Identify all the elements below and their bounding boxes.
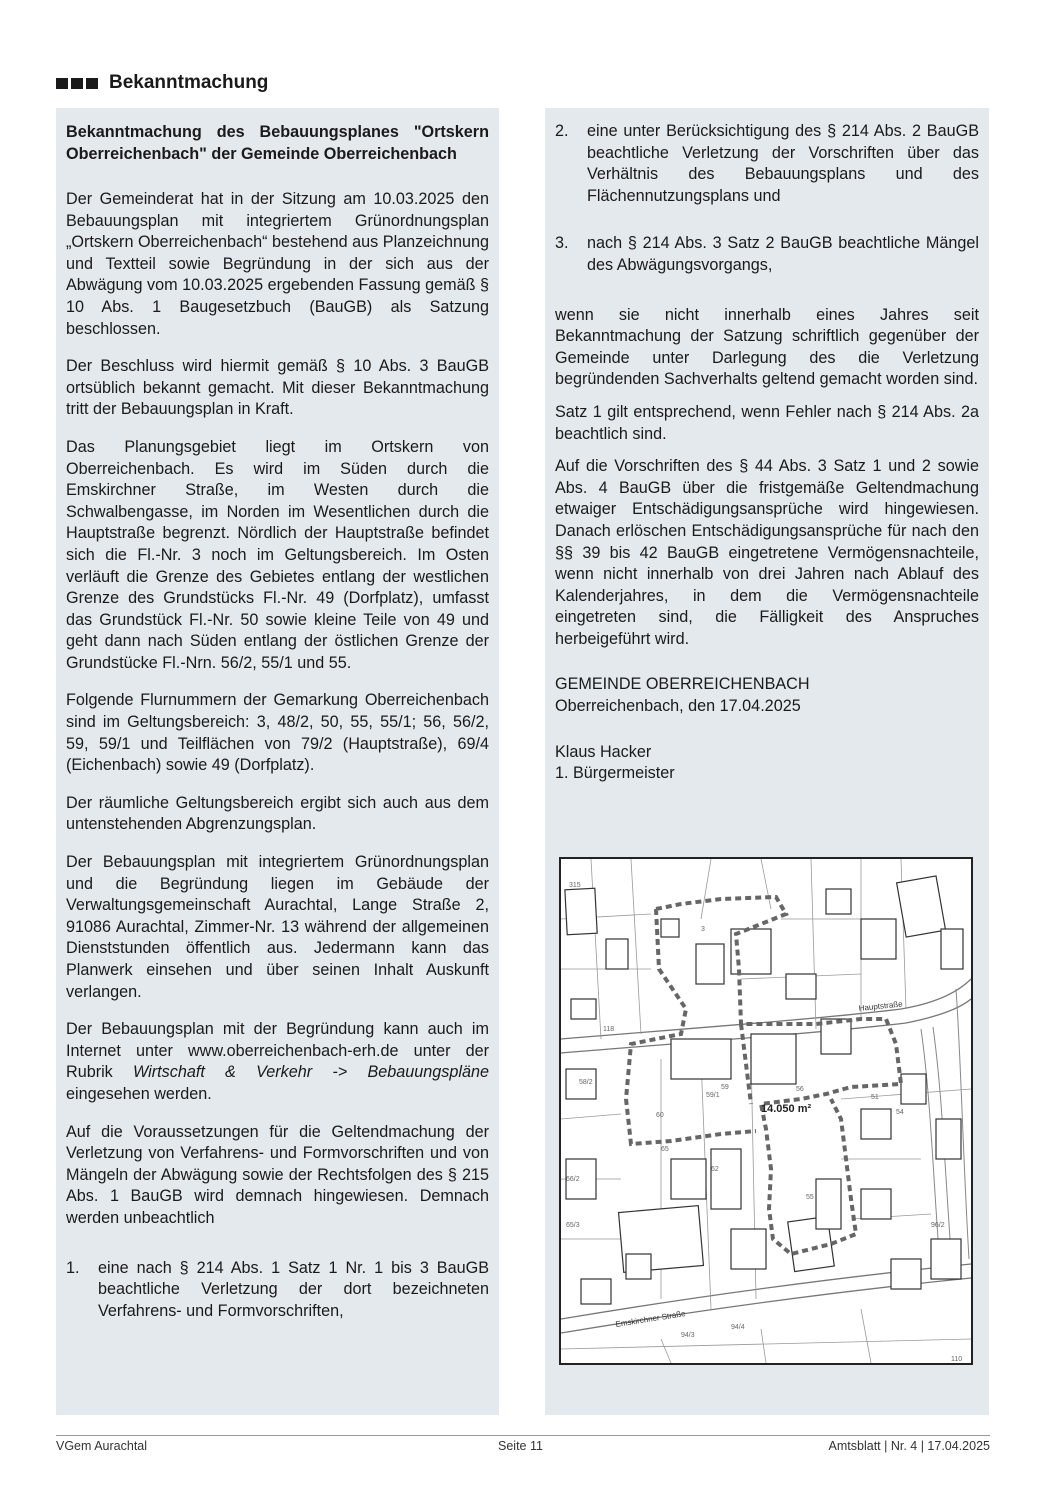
signer-role: 1. Bürgermeister (555, 764, 675, 783)
paragraph-scope: Der räumliche Geltungsbereich ergibt sich auch aus dem untenstehenden Abgrenzungsplan. (66, 793, 489, 834)
paragraph-requirements: Auf die Voraussetzungen für die Geltendmachung der Verletzung von Verfahrens- und Formvorschriften und von Mängeln der Abwägung sowie der Rechtsfolgen des § 215 Abs. 1 BauGB wird demnach hingewiesen. Demnach werden unbeachtlich (66, 1122, 489, 1227)
place-date: Oberreichenbach, den 17.04.2025 (555, 697, 801, 716)
list-item-text: eine nach § 214 Abs. 1 Satz 1 Nr. 1 bis 3 BauGB beachtliche Verletzung der dort bezeichneten Verfahrens- und Formvorschriften, (98, 1258, 489, 1320)
boundary-map (559, 857, 973, 1365)
internet-text-b: eingesehen werden. (66, 1084, 212, 1103)
paragraph-compensation: Auf die Vorschriften des § 44 Abs. 3 Satz 1 und 2 sowie Abs. 4 BauGB über die fristgemäße Geltendmachung etwaiger Entschädigungsansprüche wird hingewiesen. Danach erlöschen Entschädigungsansprüche für nach den §§ 39 bis 42 BauGB eingetretene Vermögensnachteile, wenn nicht innerhalb von drei Jahren nach Ablauf des Kalenderjahres, in dem die Vermögensnachteile eingetreten sind, die Fälligkeit des Anspruches herbeigeführt wird. (555, 457, 979, 648)
map-parcel-label: 110 (951, 1356, 963, 1363)
map-parcel-label: 66/2 (566, 1176, 580, 1183)
paragraph-publication: Der Beschluss wird hiermit gemäß § 10 Abs. 3 BauGB ortsüblich bekannt gemacht. Mit dieser Bekanntmachung tritt der Bebauungsplan in Kraft. (66, 357, 489, 419)
list-item-text: nach § 214 Abs. 3 Satz 2 BauGB beachtliche Mängel des Abwägungsvorgangs, (587, 234, 979, 274)
map-parcel-label: 96/2 (931, 1222, 945, 1229)
header-squares-icon (56, 78, 101, 89)
internet-text-a: Der Bebauungsplan mit der Begründung kann auch im Internet unter www.oberreichenbach-erh.de unter der Rubrik (66, 1020, 489, 1082)
map-parcel-label: 55 (806, 1194, 814, 1201)
announcement-title: Bekanntmachung des Bebauungsplanes "Ortskern Oberreichenbach" der Gemeinde Oberreichenbach (66, 123, 489, 163)
list-item-number: 2. (555, 122, 569, 140)
list-item (555, 121, 979, 207)
list-item-number: 1. (66, 1258, 80, 1277)
left-column (56, 108, 499, 1415)
section-title: Bekanntmachung (109, 72, 269, 93)
paragraph-sentence-one: Satz 1 gilt entsprechend, wenn Fehler nach § 214 Abs. 2a beachtlich sind. (555, 402, 979, 443)
footer-issue: Amtsblatt | Nr. 4 | 17.04.2025 (828, 1439, 990, 1453)
map-parcel-label: 62 (711, 1166, 719, 1173)
paragraph-internet (66, 1019, 489, 1105)
map-parcel-label: 65/3 (566, 1222, 580, 1229)
map-area-label: 14.050 m² (761, 1103, 812, 1115)
paragraph-parcels: Folgende Flurnummern der Gemarkung Oberreichenbach sind im Geltungsbereich: 3, 48/2, 50, 55, 55/1; 56, 56/2, 59, 59/1 und Teilflächen von 79/2 (Hauptstraße), 69/4 (Eichenbach) sowie 49 (Dorfplatz). (66, 691, 489, 775)
map-parcel-label: 315 (569, 882, 581, 889)
signer-name: Klaus Hacker (555, 742, 652, 761)
map-parcel-label: 118 (603, 1026, 615, 1033)
list-item-text: eine unter Berücksichtigung des § 214 Abs. 2 BauGB beachtliche Verletzung der Vorschriften über das Verhältnis des Bebauungsplans und des Flächennutzungsplans und (587, 122, 979, 205)
paragraph-inspection: Der Bebauungsplan mit integriertem Grünordnungsplan und die Begründung liegen im Gebäude der Verwaltungsgemeinschaft Aurachtal, Lange Straße 2, 91086 Aurachtal, Zimmer-Nr. 13 während der allgemeinen Dienststunden öffentlich aus. Jedermann kann das Planwerk einsehen und über seinen Inhalt Auskunft verlangen. (66, 853, 489, 1001)
paragraph-deadline: wenn sie nicht innerhalb eines Jahres seit Bekanntmachung der Satzung schriftlich gegenüber der Gemeinde unter Darlegung des die Verletzung begründenden Sachverhalts geltend gemacht worden sind. (555, 305, 979, 389)
list-left (66, 1258, 489, 1323)
signature-block (555, 674, 979, 784)
footer-page-number: Seite 11 (498, 1439, 543, 1453)
boundary-map-drawing (561, 859, 971, 1363)
map-parcel-label: 59 (721, 1084, 729, 1091)
footer-divider (56, 1435, 990, 1436)
list-item (66, 1258, 489, 1323)
map-parcel-label: 94/3 (681, 1332, 695, 1339)
municipality-name: GEMEINDE OBERREICHENBACH (555, 675, 810, 694)
map-parcel-label: 59/1 (706, 1092, 720, 1099)
internet-rubric: Wirtschaft & Verkehr -> Bebauungspläne (133, 1063, 489, 1082)
footer-publisher: VGem Aurachtal (56, 1439, 148, 1453)
map-parcel-label: 60 (656, 1112, 664, 1119)
map-parcel-label: 54 (896, 1109, 904, 1116)
map-street-label: Emskirchner Straße (614, 1309, 687, 1329)
map-parcel-label: 3 (701, 926, 705, 933)
paragraph-resolution: Der Gemeinderat hat in der Sitzung am 10.03.2025 den Bebauungsplan mit integriertem Grünordnungsplan „Ortskern Oberreichenbach“ bestehend aus Planzeichnung und Textteil sowie Begründung in der sich aus der Abwägung vom 10.03.2025 ergebenden Fassung gemäß § 10 Abs. 1 Baugesetzbuch (BauGB) als Satzung beschlossen. (66, 190, 489, 338)
map-parcel-label: 94/4 (731, 1324, 745, 1331)
map-parcel-label: 51 (871, 1094, 879, 1101)
map-parcel-label: 65 (661, 1146, 669, 1153)
map-parcel-label: 58/2 (579, 1079, 593, 1086)
list-right (555, 121, 979, 277)
map-parcel-label: 56 (796, 1086, 804, 1093)
paragraph-planning-area: Das Planungsgebiet liegt im Ortskern von Oberreichenbach. Es wird im Süden durch die Emskirchner Straße, im Westen durch die Schwalbengasse, im Norden im Wesentlichen durch die Hauptstraße begrenzt. Nördlich der Hauptstraße befindet sich die Fl.-Nr. 3 noch im Geltungsbereich. Im Osten verläuft die Grenze des Gebietes entlang der westlichen Grenze des Grundstücks Fl.-Nr. 49 (Dorfplatz), umfasst das Grundstück Fl.-Nr. 50 sowie kleine Teile von 49 und geht dann nach Süden entlang der östlichen Grenze der Grundstücke Fl.-Nrn. 56/2, 55/1 und 55. (66, 437, 489, 672)
section-header (56, 72, 268, 94)
list-item (555, 233, 979, 276)
list-item-number: 3. (555, 234, 569, 253)
map-street-label: Hauptstraße (858, 999, 903, 1013)
